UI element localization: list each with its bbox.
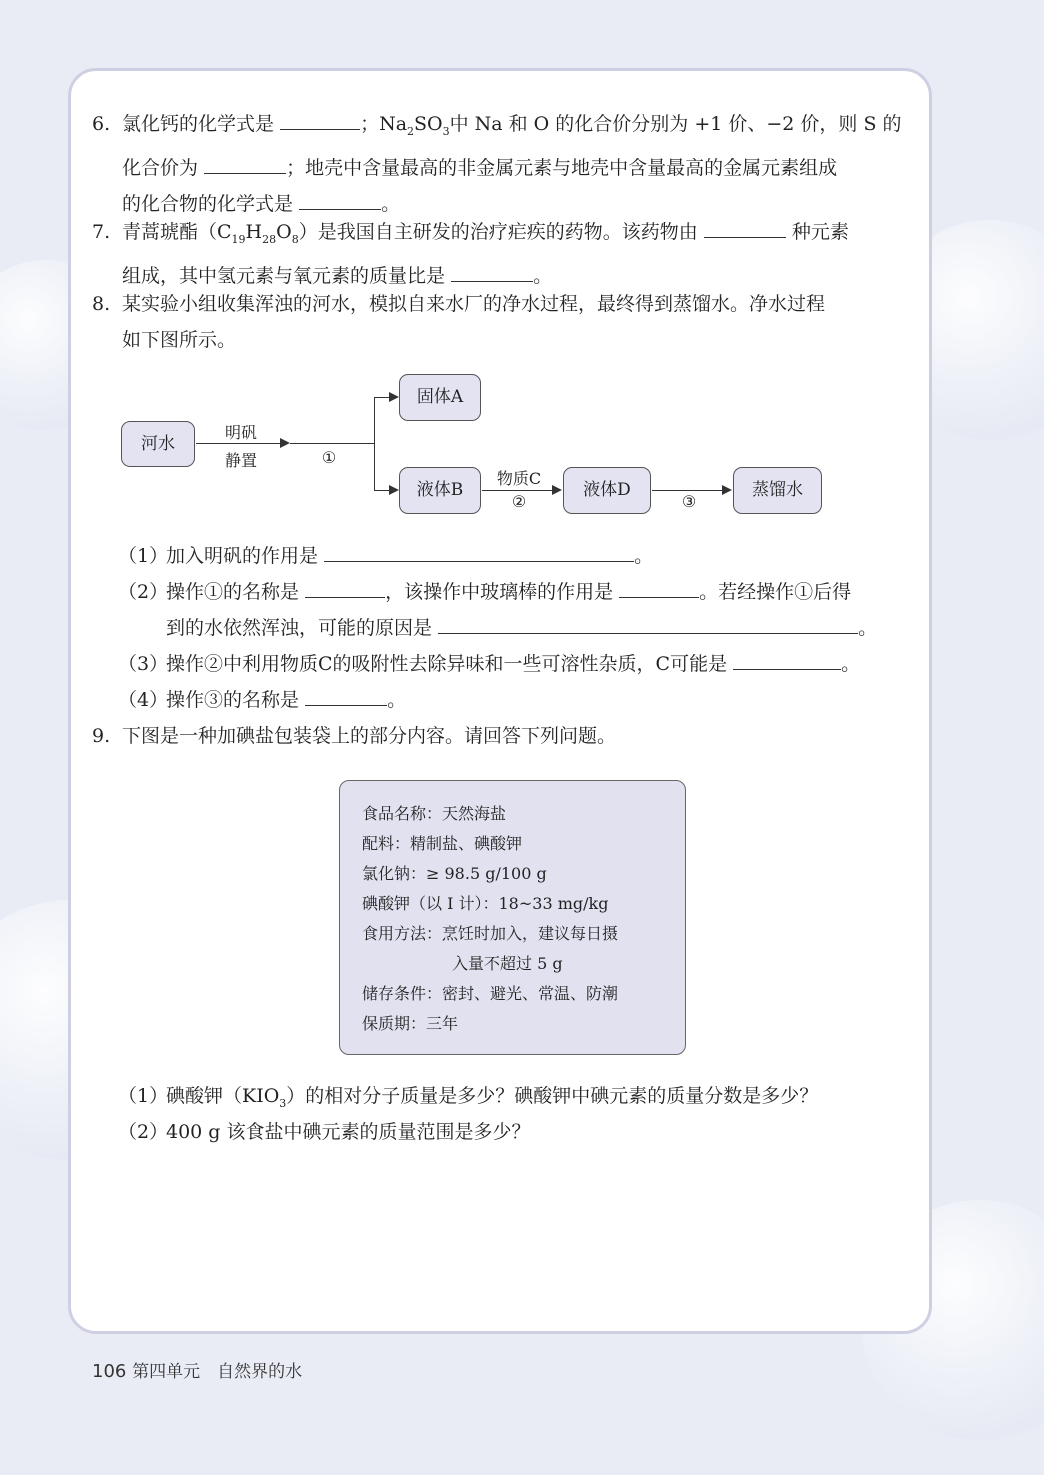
info-line: 氯化钠：≥ 98.5 g/100 g: [362, 864, 547, 883]
text: 氯化钙的化学式是: [122, 113, 275, 135]
text: O: [276, 221, 292, 243]
text: 组成，其中氢元素与氧元素的质量比是: [122, 264, 446, 287]
sub-label: （2）: [118, 1121, 169, 1143]
liquid-b-box: 液体B: [399, 467, 481, 514]
solid-a-box: 固体A: [399, 374, 481, 421]
liquid-d-box: 液体D: [563, 467, 651, 514]
info-line: 配料：精制盐、碘酸钾: [362, 834, 523, 853]
distilled-water-box: 蒸馏水: [733, 467, 822, 514]
substance-c-label: 物质C: [496, 469, 542, 488]
settle-label: 静置: [224, 451, 257, 470]
operation-2-label: ②: [511, 492, 527, 511]
arrow-line: [482, 490, 552, 491]
text: 化合价为: [122, 156, 199, 179]
arrow-head: [389, 485, 399, 495]
answer-blank[interactable]: [305, 687, 387, 706]
text: 400 g 该食盐中碘元素的质量范围是多少？: [166, 1121, 531, 1143]
subscript: 19: [231, 232, 246, 246]
question-7: [92, 214, 908, 294]
sub-label: （3）: [118, 653, 169, 675]
sub-label: （1）: [118, 1085, 169, 1107]
answer-blank[interactable]: [619, 579, 699, 598]
text: 的化合物的化学式是: [122, 192, 294, 215]
text: 如下图所示。: [122, 329, 237, 351]
q8-sub-1: [118, 538, 908, 574]
arrow-line: [652, 490, 722, 491]
question-6: [92, 106, 908, 222]
text: 。: [858, 617, 878, 639]
river-water-box: 河水: [121, 421, 195, 467]
question-8: [92, 286, 908, 358]
branch-line: [374, 397, 375, 491]
answer-blank[interactable]: [299, 191, 381, 210]
answer-blank[interactable]: [451, 263, 533, 282]
subscript: 3: [279, 1096, 287, 1110]
info-line: 入量不超过 5 g: [452, 954, 563, 973]
info-line: 食品名称：天然海盐: [362, 804, 507, 823]
text: 碘酸钾（KIO: [166, 1085, 280, 1107]
text: 某实验小组收集浑浊的河水，模拟自来水厂的净水过程，最终得到蒸馏水。净水过程: [122, 293, 826, 315]
text: 操作③的名称是: [166, 689, 300, 711]
subscript: 2: [407, 124, 415, 138]
text: ）是我国自主研发的治疗疟疾的药物。该药物由: [298, 221, 698, 243]
salt-label-box: [339, 780, 686, 1055]
info-line: 食用方法：烹饪时加入，建议每日摄: [362, 924, 619, 943]
arrow-head: [722, 485, 732, 495]
text: 到的水依然浑浊，可能的原因是: [166, 617, 433, 639]
connector-line: [290, 443, 374, 444]
operation-1-label: ①: [321, 448, 337, 467]
info-line: 碘酸钾（以 I 计）：18~33 mg/kg: [362, 894, 609, 913]
text: 。: [841, 653, 861, 675]
text: ；Na: [360, 113, 408, 135]
text: 。: [533, 264, 553, 287]
sub-label: （1）: [118, 545, 169, 567]
question-number: 6.: [92, 113, 111, 135]
text: 。: [634, 545, 654, 567]
answer-blank[interactable]: [438, 615, 858, 634]
info-line: 储存条件：密封、避光、常温、防潮: [362, 984, 619, 1003]
text: 中 Na 和 O 的化合价分别为 +1 价、−2 价，则 S 的: [449, 113, 902, 135]
text: 青蒿琥酯（C: [122, 221, 232, 243]
question-number: 8.: [92, 293, 111, 315]
text: H: [245, 221, 263, 243]
q8-sub-2: [118, 574, 908, 646]
page-number: 106: [92, 1361, 127, 1382]
arrow-head: [280, 438, 290, 448]
q8-sub-4: [118, 682, 908, 718]
text: 种元素: [791, 221, 849, 243]
sub-label: （2）: [118, 581, 169, 603]
operation-3-label: ③: [681, 492, 697, 511]
answer-blank[interactable]: [280, 111, 360, 130]
q9-sub-2: [118, 1114, 908, 1150]
text: 操作①的名称是: [166, 581, 300, 603]
q8-sub-3: [118, 646, 908, 682]
text: ；地壳中含量最高的非金属元素与地壳中含量最高的金属元素组成: [286, 156, 838, 179]
text: 。若经操作①后得: [699, 581, 852, 603]
text: 加入明矾的作用是: [166, 545, 319, 567]
text: 。: [381, 192, 401, 215]
answer-blank[interactable]: [733, 651, 841, 670]
answer-blank[interactable]: [324, 543, 634, 562]
text: ）的相对分子质量是多少？碘酸钾中碘元素的质量分数是多少？: [286, 1085, 819, 1107]
question-9: [92, 718, 908, 754]
text: ，该操作中玻璃棒的作用是: [385, 581, 614, 603]
answer-blank[interactable]: [305, 579, 385, 598]
question-number: 9.: [92, 725, 111, 747]
arrow-line: [374, 397, 390, 398]
subscript: 28: [262, 232, 277, 246]
arrow-head: [552, 485, 562, 495]
info-line: 保质期：三年: [362, 1014, 459, 1033]
text: SO: [414, 113, 443, 135]
arrow-line: [196, 443, 280, 444]
subscript: 3: [442, 124, 450, 138]
text: 。: [387, 689, 407, 711]
sub-label: （4）: [118, 689, 169, 711]
subscript: 8: [291, 232, 299, 246]
text: 操作②中利用物质C的吸附性去除异味和一些可溶性杂质，C可能是: [166, 653, 728, 675]
answer-blank[interactable]: [704, 219, 786, 238]
answer-blank[interactable]: [204, 155, 286, 174]
alum-label: 明矾: [224, 423, 257, 442]
page-footer: [92, 1357, 302, 1382]
arrow-head: [389, 392, 399, 402]
arrow-line: [374, 490, 390, 491]
text: 下图是一种加碘盐包装袋上的部分内容。请回答下列问题。: [122, 725, 617, 747]
question-number: 7.: [92, 221, 111, 243]
unit-title: 第四单元 自然界的水: [132, 1362, 303, 1382]
